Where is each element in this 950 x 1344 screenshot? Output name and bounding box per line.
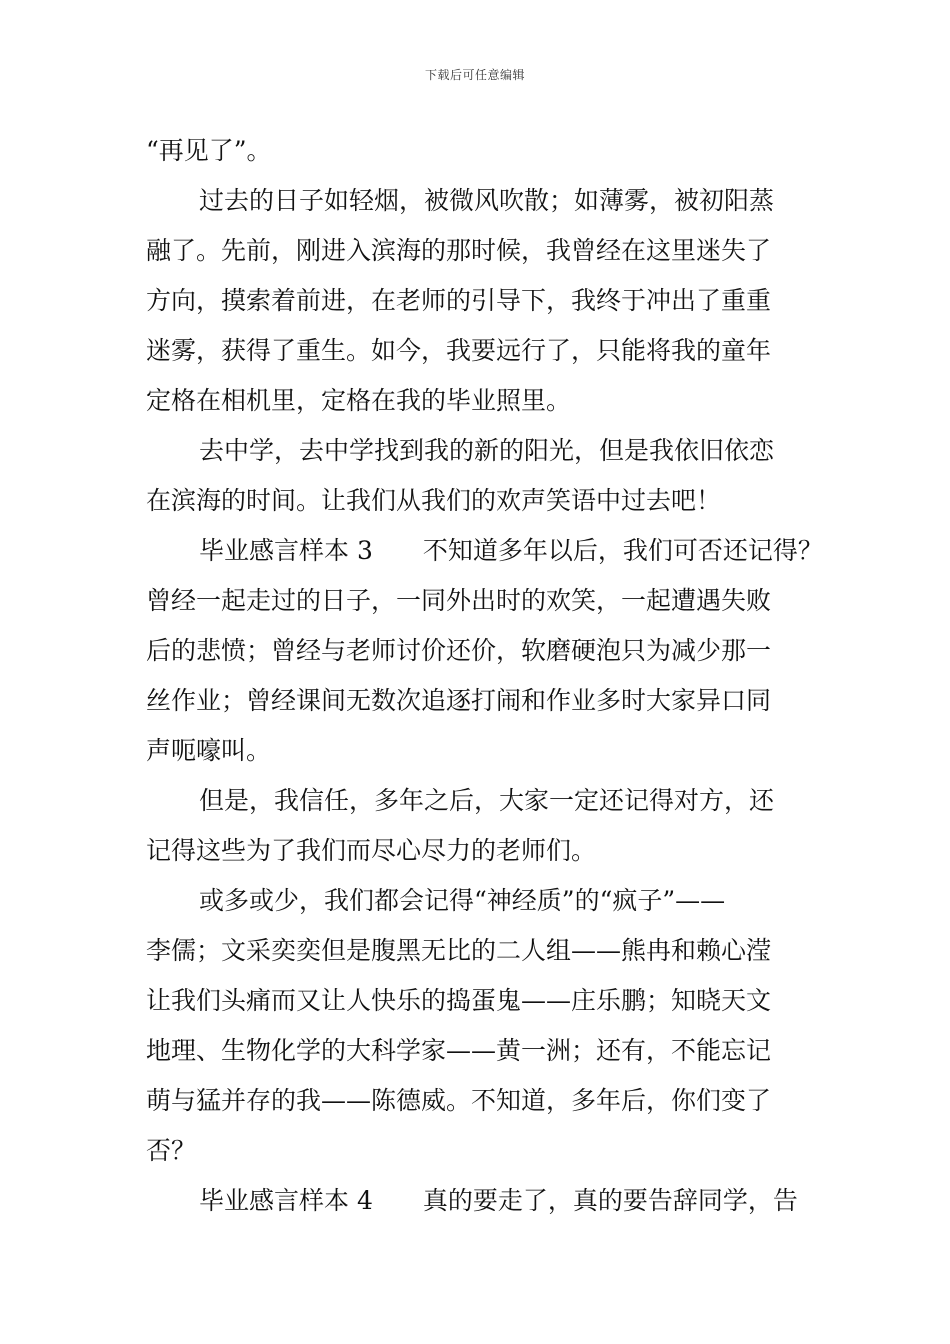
document-body xyxy=(146,126,823,1226)
text-line: 过去的日子如轻烟，被微风吹散；如薄雾，被初阳蒸 xyxy=(199,186,775,215)
text-line: 声呃嚎叫。 xyxy=(146,736,272,765)
text-line: 否？ xyxy=(146,1136,197,1165)
text-line: 迷雾，获得了重生。如今，我要远行了，只能将我的童年 xyxy=(146,336,772,365)
text-line: 地理、生物化学的大科学家——黄一洲；还有，不能忘记 xyxy=(146,1036,772,1065)
text-line: 毕业感言样本 4 真的要走了，真的要告辞同学，告 xyxy=(199,1186,798,1215)
text-line: 但是，我信任，多年之后，大家一定还记得对方，还 xyxy=(199,786,775,815)
text-line: 李儒；文采奕奕但是腹黑无比的二人组——熊冉和赖心滢 xyxy=(146,936,772,965)
text-line: 后的悲愤；曾经与老师讨价还价，软磨硬泡只为减少那一 xyxy=(146,636,772,665)
text-line: 去中学，去中学找到我的新的阳光，但是我依旧依恋 xyxy=(199,436,775,465)
text-line: 融了。先前，刚进入滨海的那时候，我曾经在这里迷失了 xyxy=(146,236,772,265)
text-line: 曾经一起走过的日子，一同外出时的欢笑，一起遭遇失败 xyxy=(146,586,772,615)
text-line: 萌与猛并存的我——陈德威。不知道，多年后，你们变了 xyxy=(146,1086,772,1115)
text-line: 丝作业；曾经课间无数次追逐打闹和作业多时大家异口同 xyxy=(146,686,772,715)
text-line: 或多或少，我们都会记得“神经质”的“疯子”—— xyxy=(199,886,726,915)
page-header: 下载后可任意编辑 xyxy=(424,68,525,82)
text-line: 方向，摸索着前进，在老师的引导下，我终于冲出了重重 xyxy=(146,286,772,315)
text-line: 记得这些为了我们而尽心尽力的老师们。 xyxy=(146,836,597,865)
text-line: 在滨海的时间。让我们从我们的欢声笑语中过去吧！ xyxy=(146,486,722,515)
text-line: 定格在相机里，定格在我的毕业照里。 xyxy=(146,386,572,415)
text-line: 毕业感言样本 3 不知道多年以后，我们可否还记得？ xyxy=(199,536,823,565)
text-line: 让我们头痛而又让人快乐的捣蛋鬼——庄乐鹏；知晓天文 xyxy=(146,986,772,1015)
text-line: “再见了”。 xyxy=(146,136,272,165)
